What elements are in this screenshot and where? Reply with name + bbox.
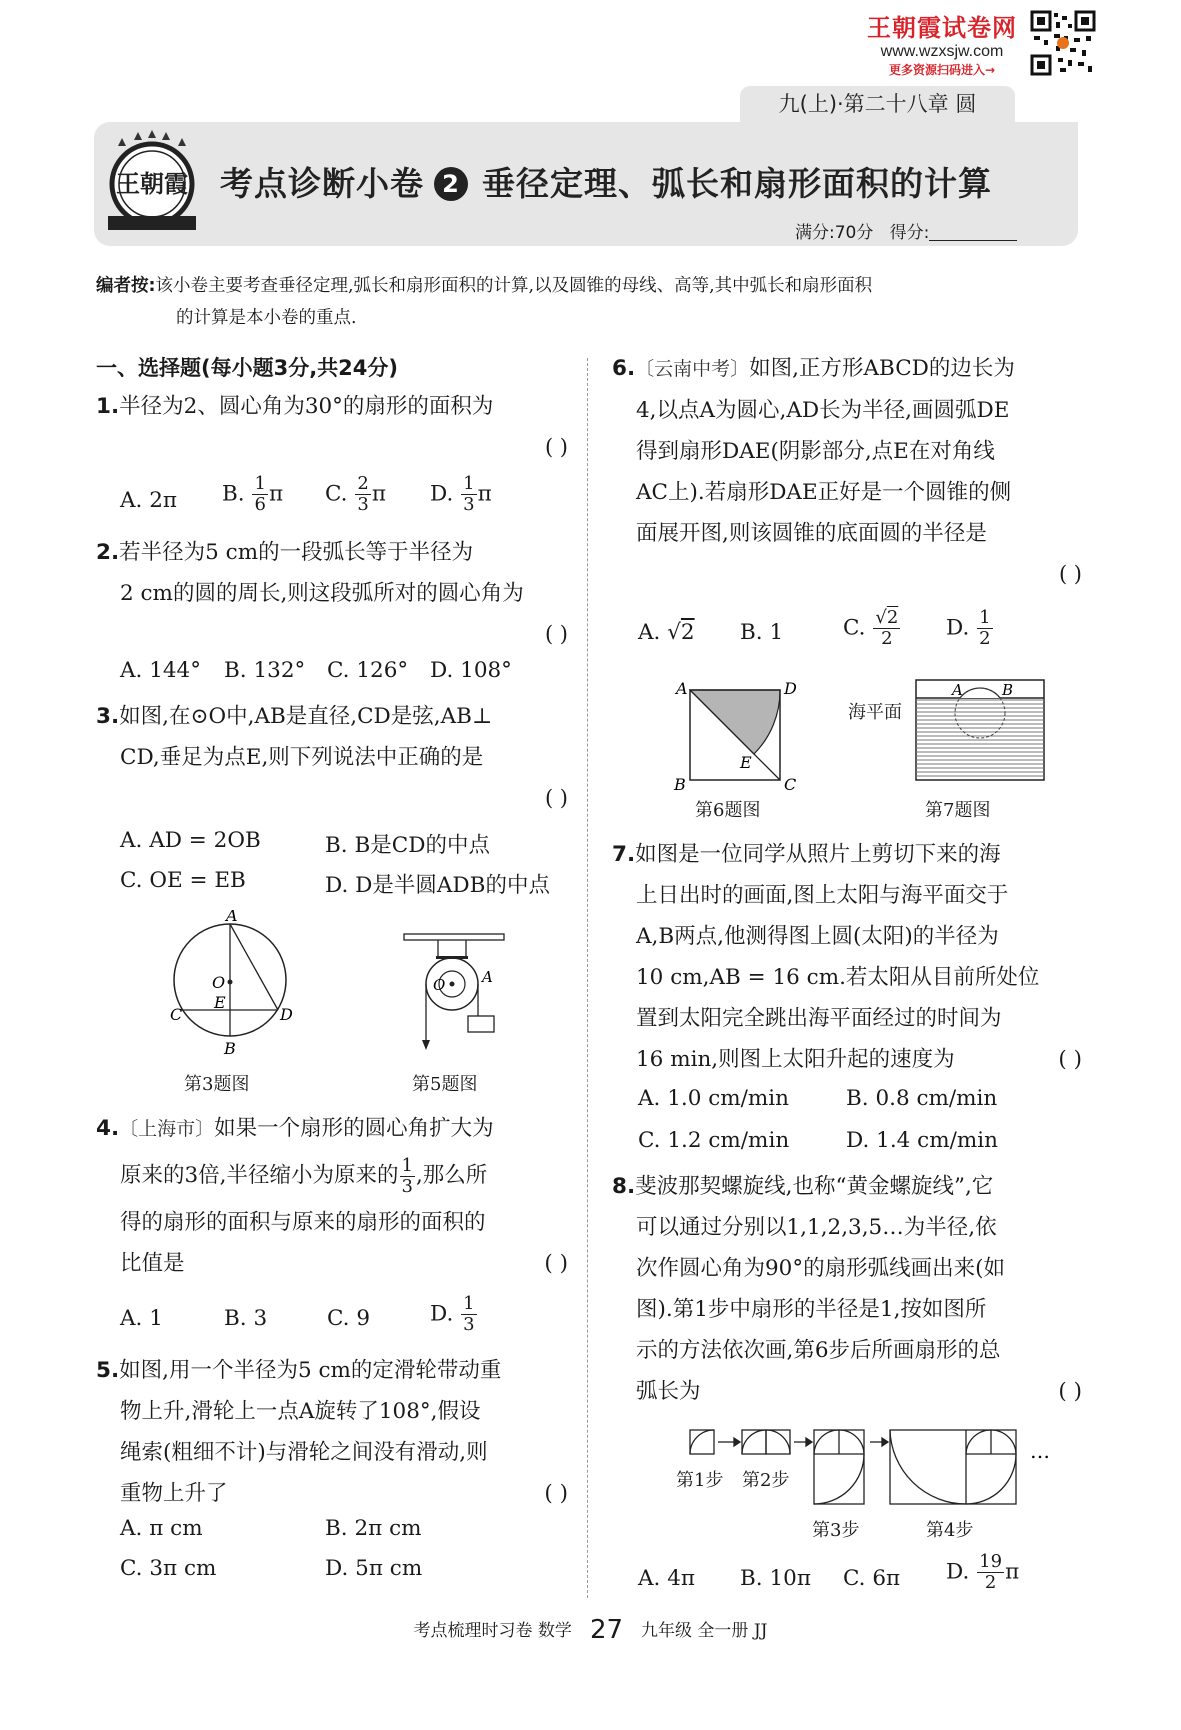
q6-source-tag: 〔云南中考〕 xyxy=(635,358,750,380)
column-divider xyxy=(587,358,588,1598)
q8-line4: 图).第1步中扇形的半径是1,按如图所 xyxy=(636,1297,987,1322)
question-6 xyxy=(612,348,1082,595)
q1-text: 半径为2、圆心角为30°的扇形的面积为 xyxy=(119,394,494,419)
figure-8-fibonacci-spiral xyxy=(670,1418,1070,1538)
q5-option-b[interactable]: B. 2π cm xyxy=(325,1516,422,1541)
q7-line6: 16 min,则图上太阳升起的速度为 ( ) xyxy=(612,1039,1082,1080)
q3-option-b[interactable]: B. B是CD的中点 xyxy=(325,833,490,858)
q8-number: 8. xyxy=(612,1174,636,1199)
author-seal-logo xyxy=(100,128,204,238)
fig5-caption: 第5题图 xyxy=(412,1074,478,1095)
q3-option-c[interactable]: C. OE = EB xyxy=(120,868,246,893)
score-blank[interactable] xyxy=(929,222,1017,241)
brand-block xyxy=(862,8,1022,78)
q8-line6: 弧长为 ( ) xyxy=(612,1371,1082,1412)
q4-line1: 如果一个扇形的圆心角扩大为 xyxy=(214,1116,494,1141)
fig6-label-b: B xyxy=(674,775,686,794)
title-main: 垂径定理、弧长和扇形面积的计算 xyxy=(482,164,992,203)
score-label: 得分: xyxy=(889,223,930,243)
q5-option-c[interactable]: C. 3π cm xyxy=(120,1556,217,1581)
q1-option-d[interactable]: D. $\frac{1}{3}$ π xyxy=(430,473,492,515)
figure-5-pulley xyxy=(400,928,510,1058)
fig6-caption: 第6题图 xyxy=(695,800,761,821)
q2-option-d[interactable]: D. 108° xyxy=(430,658,512,683)
question-2 xyxy=(96,532,568,655)
fig7-sea-label: 海平面 xyxy=(848,702,902,723)
page-footer xyxy=(0,1615,1181,1645)
figure-7-sunrise xyxy=(914,678,1046,782)
brand-cta: 更多资源扫码进入→ xyxy=(888,63,996,77)
fig3-label-o: O xyxy=(212,973,226,992)
q5-line2: 物上升,滑轮上一点A旋转了108°,假设 xyxy=(120,1399,481,1424)
q6-line1: 如图,正方形ABCD的边长为 xyxy=(749,356,1015,381)
q7-option-d[interactable]: D. 1.4 cm/min xyxy=(846,1128,998,1153)
score-line xyxy=(795,218,1017,243)
q4-number: 4. xyxy=(96,1116,120,1141)
q6-line4: AC上).若扇形DAE正好是一个圆锥的侧 xyxy=(636,480,1012,505)
q6-option-a[interactable]: A. √2 xyxy=(638,620,695,645)
fig5-label-a: A xyxy=(482,968,493,986)
chapter-tab: 九(上)·第二十八章 圆 xyxy=(740,86,1015,122)
q2-line2: 2 cm的圆的周长,则这段弧所对的圆心角为 xyxy=(120,581,524,606)
q3-answer-blank[interactable]: ( ) xyxy=(544,786,568,810)
footer-right: 九年级 全一册 JJ xyxy=(641,1621,768,1641)
q8-line5: 示的方法依次画,第6步后所画扇形的总 xyxy=(636,1338,1001,1363)
q4-option-c[interactable]: C. 9 xyxy=(327,1306,371,1331)
fig7-label-a: A xyxy=(952,681,963,699)
q6-answer-blank[interactable]: ( ) xyxy=(1058,562,1082,586)
fig8-step3-label: 第3步 xyxy=(812,1520,860,1541)
q4-option-a[interactable]: A. 1 xyxy=(120,1306,163,1331)
fig3-caption: 第3题图 xyxy=(184,1074,250,1095)
q6-line3: 得到扇形DAE(阴影部分,点E在对角线 xyxy=(636,439,995,464)
q4-source-tag: 〔上海市〕 xyxy=(119,1118,215,1140)
figure-3-circle xyxy=(160,910,300,1060)
q2-number: 2. xyxy=(96,540,120,565)
fig6-label-d: D xyxy=(784,679,797,698)
editor-note xyxy=(96,270,1082,334)
q2-option-a[interactable]: A. 144° xyxy=(120,658,201,683)
fig6-label-a: A xyxy=(676,679,688,698)
q6-line5: 面展开图,则该圆锥的底面圆的半径是 xyxy=(636,521,987,546)
page-number: 27 xyxy=(589,1615,624,1645)
q6-line2: 4,以点A为圆心,AD长为半径,画圆弧DE xyxy=(636,398,1010,423)
title-prefix: 考点诊断小卷 xyxy=(220,164,424,203)
q7-number: 7. xyxy=(612,842,636,867)
q1-number: 1. xyxy=(96,394,120,419)
q1-option-a[interactable]: A. 2π xyxy=(120,488,178,513)
fig8-ellipsis: … xyxy=(1030,1439,1050,1463)
q8-option-a[interactable]: A. 4π xyxy=(638,1566,696,1591)
q2-option-b[interactable]: B. 132° xyxy=(224,658,306,683)
q4-answer-blank[interactable]: ( ) xyxy=(544,1251,568,1276)
q7-answer-blank[interactable]: ( ) xyxy=(1058,1047,1082,1072)
q4-line4: 比值是 ( ) xyxy=(96,1243,568,1284)
brand-name: 王朝霞试卷网 xyxy=(867,14,1017,42)
q3-option-d[interactable]: D. D是半圆ADB的中点 xyxy=(325,873,550,898)
note-line1: 该小卷主要考查垂径定理,弧长和扇形面积的计算,以及圆锥的母线、高等,其中弧长和扇形面积 xyxy=(155,276,873,296)
q7-line2: 上日出时的画面,图上太阳与海平面交于 xyxy=(636,883,1009,908)
fig6-label-c: C xyxy=(784,775,797,794)
fig3-label-d: D xyxy=(280,1005,293,1024)
fig8-step1-label: 第1步 xyxy=(676,1470,724,1491)
question-7 xyxy=(612,834,1082,1080)
q8-option-d[interactable]: D. $\frac{19}{2}$ π xyxy=(946,1551,1020,1593)
q4-line2: 原来的3倍,半径缩小为原来的 $\frac{1}{3}$ ,那么所 xyxy=(120,1154,488,1197)
q7-line4: 10 cm,AB = 16 cm.若太阳从目前所处位 xyxy=(636,965,1040,990)
title-number-badge: 2 xyxy=(434,167,468,201)
fig7-caption: 第7题图 xyxy=(925,800,991,821)
note-label: 编者按: xyxy=(96,276,156,296)
q8-option-c[interactable]: C. 6π xyxy=(843,1566,901,1591)
q7-line3: A,B两点,他测得图上圆(太阳)的半径为 xyxy=(636,924,999,949)
qr-code-icon[interactable] xyxy=(1030,10,1096,76)
q3-option-a[interactable]: A. AD = 2OB xyxy=(120,828,261,853)
q3-number: 3. xyxy=(96,704,120,729)
q8-line3: 次作圆心角为90°的扇形弧线画出来(如 xyxy=(636,1256,1005,1281)
fig3-label-a: A xyxy=(226,910,238,925)
section-heading: 一、选择题(每小题3分,共24分) xyxy=(96,356,399,380)
q7-line1: 如图是一位同学从照片上剪切下来的海 xyxy=(635,842,1001,867)
figure-6-square xyxy=(668,676,808,794)
q5-option-d[interactable]: D. 5π cm xyxy=(325,1556,423,1581)
q4-option-b[interactable]: B. 3 xyxy=(224,1306,268,1331)
note-line2: 的计算是本小卷的重点. xyxy=(176,308,357,328)
q7-option-c[interactable]: C. 1.2 cm/min xyxy=(638,1128,790,1153)
q2-line1: 若半径为5 cm的一段弧长等于半径为 xyxy=(119,540,474,565)
q4-line3: 得的扇形的面积与原来的扇形的面积的 xyxy=(120,1210,486,1235)
q7-line5: 置到太阳完全跳出海平面经过的时间为 xyxy=(636,1006,1002,1031)
brand-url[interactable]: www.wzxsjw.com xyxy=(880,43,1004,60)
fig7-label-b: B xyxy=(1002,681,1014,699)
fig6-label-e: E xyxy=(740,753,752,772)
q8-option-b[interactable]: B. 10π xyxy=(740,1566,811,1591)
q5-option-a[interactable]: A. π cm xyxy=(120,1516,203,1541)
q3-line1: 如图,在⊙O中,AB是直径,CD是弦,AB⊥ xyxy=(119,704,493,729)
q1-answer-blank[interactable]: ( ) xyxy=(544,435,568,459)
page-title xyxy=(220,158,992,205)
q2-option-c[interactable]: C. 126° xyxy=(327,658,409,683)
q6-option-d[interactable]: D. $\frac{1}{2}$ xyxy=(946,607,991,649)
full-score: 满分:70分 xyxy=(795,223,874,243)
q5-line3: 绳索(粗细不计)与滑轮之间没有滑动,则 xyxy=(120,1440,488,1465)
fig3-label-b: B xyxy=(224,1039,236,1058)
question-4 xyxy=(96,1108,568,1284)
q5-number: 5. xyxy=(96,1358,120,1383)
q8-line2: 可以通过分别以1,1,2,3,5…为半径,依 xyxy=(636,1215,997,1240)
q7-option-a[interactable]: A. 1.0 cm/min xyxy=(638,1086,790,1111)
fig3-label-c: C xyxy=(170,1005,183,1024)
q3-line2: CD,垂足为点E,则下列说法中正确的是 xyxy=(120,745,484,770)
q6-number: 6. xyxy=(612,356,636,381)
q6-option-c[interactable]: C. $\frac{√2}{2}$ xyxy=(843,607,899,649)
q7-option-b[interactable]: B. 0.8 cm/min xyxy=(846,1086,998,1111)
q4-option-d[interactable]: D. $\frac{1}{3}$ xyxy=(430,1293,475,1335)
q8-line1: 斐波那契螺旋线,也称“黄金螺旋线”,它 xyxy=(635,1174,994,1199)
q8-answer-blank[interactable]: ( ) xyxy=(1058,1379,1082,1404)
fig8-step4-label: 第4步 xyxy=(926,1520,974,1541)
question-5 xyxy=(96,1350,568,1514)
question-8 xyxy=(612,1166,1082,1412)
q5-answer-blank[interactable]: ( ) xyxy=(544,1481,568,1506)
q1-option-b[interactable]: B. $\frac{1}{6}$ π xyxy=(222,473,284,515)
fig8-step2-label: 第2步 xyxy=(742,1470,790,1491)
question-1 xyxy=(96,386,568,468)
footer-left: 考点梳理时习卷 数学 xyxy=(413,1621,572,1641)
logo-text: 王朝霞 xyxy=(116,169,188,198)
question-3 xyxy=(96,696,568,819)
fig5-label-o: O xyxy=(433,976,446,994)
q1-option-c[interactable]: C. $\frac{2}{3}$ π xyxy=(325,473,386,515)
q5-line4: 重物上升了 ( ) xyxy=(96,1473,568,1514)
fig3-label-e: E xyxy=(214,993,226,1012)
q2-answer-blank[interactable]: ( ) xyxy=(544,622,568,646)
q6-option-b[interactable]: B. 1 xyxy=(740,620,784,645)
q5-line1: 如图,用一个半径为5 cm的定滑轮带动重 xyxy=(119,1358,502,1383)
